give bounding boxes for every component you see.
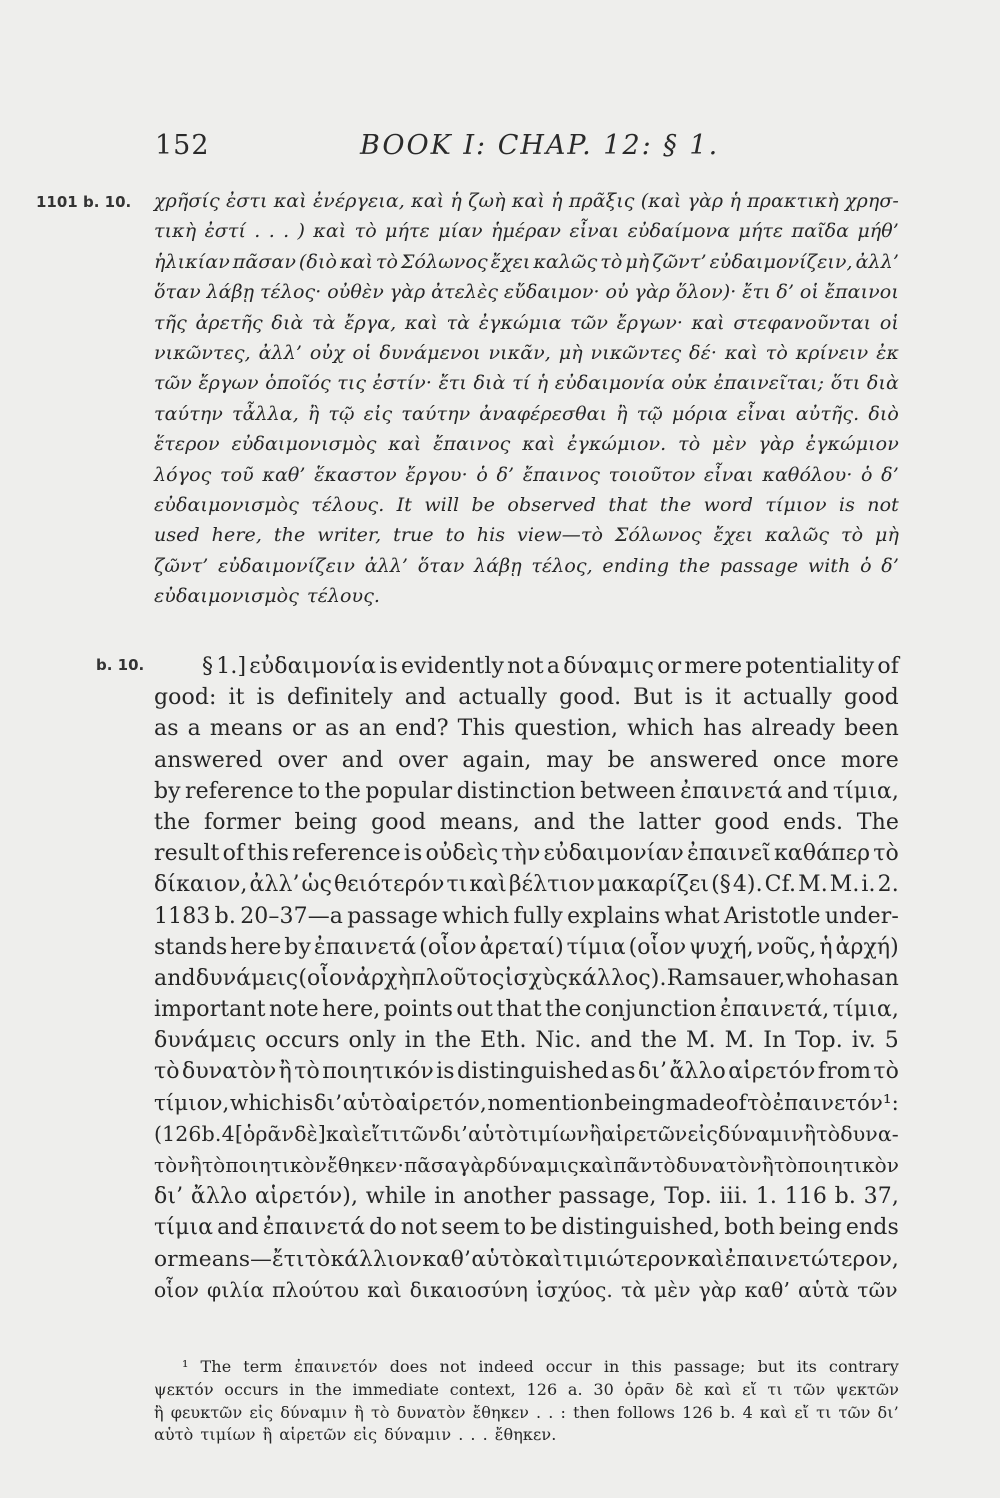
margin-reference-1: 1101 b. 10. (36, 193, 132, 211)
footnote-line: αὑτὸ τιμίων ἢ αἱρετῶν εἰς δύναμιν . . . ἔθηκεν. (154, 1425, 557, 1445)
commentary-block-greek (154, 186, 899, 611)
section-commentary-line: § 1.] εὐδαιμονία is evidently not a δύναμις or mere potentiality of (202, 654, 899, 679)
greek-commentary-line: νικῶντες, ἀλλ’ οὐχ οἱ δυνάμενοι νικᾶν, μὴ νικῶντες δέ· καὶ τὸ κρίνειν ἐκ (154, 341, 899, 364)
greek-commentary-line: used here, the writer, true to his view—τὸ Σόλωνος ἔχει καλῶς τὸ μὴ (154, 524, 899, 547)
greek-commentary-line: τῶν ἔργων ὁποῖός τις ἐστίν· ἔτι διὰ τί ἡ εὐδαιμονία οὐκ ἐπαινεῖται; ὅτι διὰ (154, 372, 899, 395)
section-commentary-line: οἷον φιλία πλούτου καὶ δικαιοσύνη ἰσχύος. τὰ μὲν γὰρ καθ’ αὑτὰ τῶν (154, 1277, 898, 1302)
section-commentary-line: τὸν ἢ τὸ ποιητικὸν ἔθηκεν· πᾶσα γὰρ δύναμις καὶ πᾶν τὸ δυνατὸν ἢ τὸ ποιητικὸν (154, 1153, 899, 1177)
footnote-line: ¹ The term ἐπαινετόν does not indeed occur in this passage; but its contrary (182, 1357, 899, 1376)
section-commentary-line: by reference to the popular distinction between ἐπαινετά and τίμια, (154, 778, 899, 804)
section-commentary-line: τίμια and ἐπαινετά do not seem to be distinguished, both being ends (154, 1215, 899, 1241)
section-commentary-line: stands here by ἐπαινετά (οἷον ἀρεταί) τίμια (οἷον ψυχή, νοῦς, ἡ ἀρχή) (154, 934, 899, 960)
section-commentary-line: important note here, points out that the conjunction ἐπαινετά, τίμια, (154, 997, 899, 1023)
footnote (154, 1356, 899, 1447)
footnote-line: ψεκτόν occurs in the immediate context, 126 a. 30 ὁρᾶν δὲ καὶ εἴ τι τῶν ψεκτῶν (154, 1379, 899, 1399)
greek-commentary-line: ἡλικίαν πᾶσαν (διὸ καὶ τὸ Σόλωνος ἔχει καλῶς τὸ μὴ ζῶντ’ εὐδαιμονίζειν, ἀλλ’ (154, 250, 899, 273)
section-commentary-line: answered over and over again, may be answered once more (154, 747, 899, 773)
section-commentary-line: δι’ ἄλλο αἱρετόν), while in another passage, Top. iii. 1. 116 b. 37, (154, 1184, 899, 1210)
section-commentary-line: good: it is definitely and actually good. But is it actually good (154, 685, 899, 711)
greek-commentary-line: τῆς ἀρετῆς διὰ τὰ ἔργα, καὶ τὰ ἐγκώμια τῶν ἔργων· καὶ στεφανοῦνται οἱ (154, 311, 899, 334)
greek-commentary-line: λόγος τοῦ καθ’ ἕκαστον ἔργου· ὁ δ’ ἔπαινος τοιοῦτον εἶναι καθόλου· ὁ δ’ (154, 463, 899, 486)
greek-commentary-line: ταύτην τἆλλα, ἢ τῷ εἰς ταύτην ἀναφέρεσθαι ἢ τῷ μόρια εἶναι αὐτῆς. διὸ (154, 402, 899, 425)
section-commentary-line: δυνάμεις occurs only in the Eth. Nic. and the M. M. In Top. iv. 5 (154, 1028, 899, 1054)
section-commentary-line: τίμιον, which is δι’ αὑτὸ αἱρετόν, no mention being made of τὸ ἐπαινετόν¹: (154, 1090, 899, 1116)
section-commentary-line: or means—ἔτι τὸ κάλλιον καθ’ αὑτὸ καὶ τιμιώτερον καὶ ἐπαινετώτερον, (154, 1246, 899, 1272)
section-commentary-line: the former being good means, and the latter good ends. The (154, 809, 899, 835)
greek-commentary-line: τικὴ ἐστί . . . ) καὶ τὸ μήτε μίαν ἡμέραν εἶναι εὐδαίμονα μήτε παῖδα μήθ’ (154, 220, 899, 243)
margin-reference-2: b. 10. (96, 656, 145, 674)
section-commentary-line: 1183 b. 20–37—a passage which fully explains what Aristotle under- (154, 903, 899, 929)
section-commentary-line: δίκαιον, ἀλλ’ ὡς θειότερόν τι καὶ βέλτιον μακαρίζει (§ 4). Cf. M. M. i. 2. (154, 872, 899, 898)
greek-commentary-line: εὐδαιμονισμὸς τέλους. (154, 585, 381, 608)
section-commentary-line: result of this reference is οὐδεὶς τὴν εὐδαιμονίαν ἐπαινεῖ καθάπερ τὸ (154, 841, 899, 867)
section-commentary-line: τὸ δυνατὸν ἢ τὸ ποιητικόν is distinguished as δι’ ἄλλο αἱρετόν from τὸ (154, 1059, 899, 1085)
footnote-line: ἢ φευκτῶν εἰς δύναμιν ἢ τὸ δυνατὸν ἔθηκεν . . : then follows 126 b. 4 καὶ εἴ τι τῶν δι’ (154, 1402, 899, 1422)
commentary-block-section-1 (154, 651, 899, 1306)
greek-commentary-line: χρῆσίς ἐστι καὶ ἐνέργεια, καὶ ἡ ζωὴ καὶ ἡ πρᾶξις (καὶ γὰρ ἡ πρακτικὴ χρησ- (154, 190, 899, 212)
section-commentary-line: (126 b. 4 [ὁρᾶν δὲ] καὶ εἴ τι τῶν δι’ αὑτὸ τιμίων ἢ αἱρετῶν εἰς δύναμιν ἢ τὸ δυνα- (154, 1121, 899, 1146)
greek-commentary-line: εὐδαιμονισμὸς τέλους. It will be observed that the word τίμιον is not (154, 493, 899, 516)
section-commentary-line: as a means or as an end? This question, which has already been (154, 716, 899, 742)
section-commentary-line: and δυνάμεις (οἷον ἀρχὴ πλοῦτος ἰσχὺς κάλλος). Ramsauer, who has an (154, 965, 899, 991)
running-head (155, 130, 905, 170)
greek-commentary-line: ὅταν λάβῃ τέλος· οὐθὲν γὰρ ἀτελὲς εὔδαιμον· οὐ γὰρ ὅλον)· ἔτι δ’ οἱ ἔπαινοι (154, 281, 899, 304)
chapter-title: BOOK I: CHAP. 12: § 1. (360, 130, 720, 161)
greek-commentary-line: ἕτερον εὐδαιμονισμὸς καὶ ἔπαινος καὶ ἐγκώμιον. τὸ μὲν γὰρ ἐγκώμιον (154, 433, 899, 456)
greek-commentary-line: ζῶντ’ εὐδαιμονίζειν ἀλλ’ ὅταν λάβῃ τέλος, ending the passage with ὁ δ’ (154, 554, 899, 577)
page-number: 152 (155, 130, 210, 161)
